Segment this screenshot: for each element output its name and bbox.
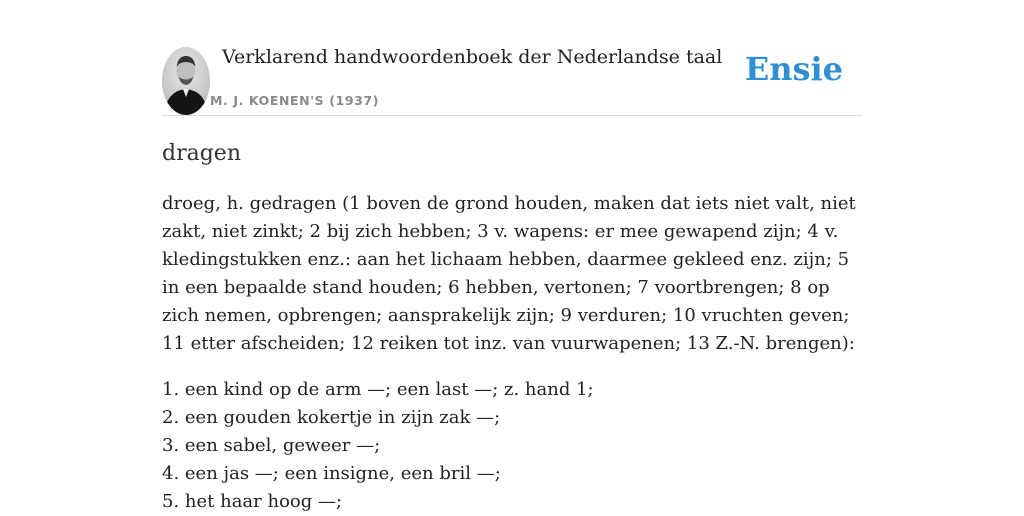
usage-examples-list bbox=[162, 376, 862, 516]
dictionary-author: M. J. KOENEN'S (1937) bbox=[210, 93, 380, 108]
page bbox=[162, 0, 862, 516]
dictionary-title: Verklarend handwoordenboek der Nederlandse taal bbox=[222, 46, 723, 68]
dictionary-header bbox=[162, 0, 862, 116]
usage-example: 1. een kind op de arm —; een last —; z. hand 1; bbox=[162, 379, 594, 400]
usage-example: 5. het haar hoog —; bbox=[162, 491, 343, 512]
entry-definition: droeg, h. gedragen (1 boven de grond houden, maken dat iets niet valt, niet zakt, niet zinkt; 2 bij zich hebben; 3 v. wapens: er mee gewapend zijn; 4 v. kledingstukken enz.: aan het lichaam hebben, daarmee gekleed enz. zijn; 5 in een bepaalde stand houden; 6 hebben, vertonen; 7 voortbrengen; 8 op zich nemen, opbrengen; aansprakelijk zijn; 9 verduren; 10 vruchten geven; 11 etter afscheiden; 12 reiken tot inz. van vuurwapenen; 13 Z.-N. brengen): bbox=[162, 193, 856, 354]
author-portrait-image bbox=[162, 47, 210, 115]
usage-example: 3. een sabel, geweer —; bbox=[162, 435, 381, 456]
ensie-logo-link[interactable]: Ensie bbox=[744, 50, 843, 88]
usage-example: 4. een jas —; een insigne, een bril —; bbox=[162, 463, 501, 484]
author-portrait bbox=[162, 47, 210, 115]
entry-headword: dragen bbox=[162, 141, 241, 166]
usage-example: 2. een gouden kokertje in zijn zak —; bbox=[162, 407, 501, 428]
